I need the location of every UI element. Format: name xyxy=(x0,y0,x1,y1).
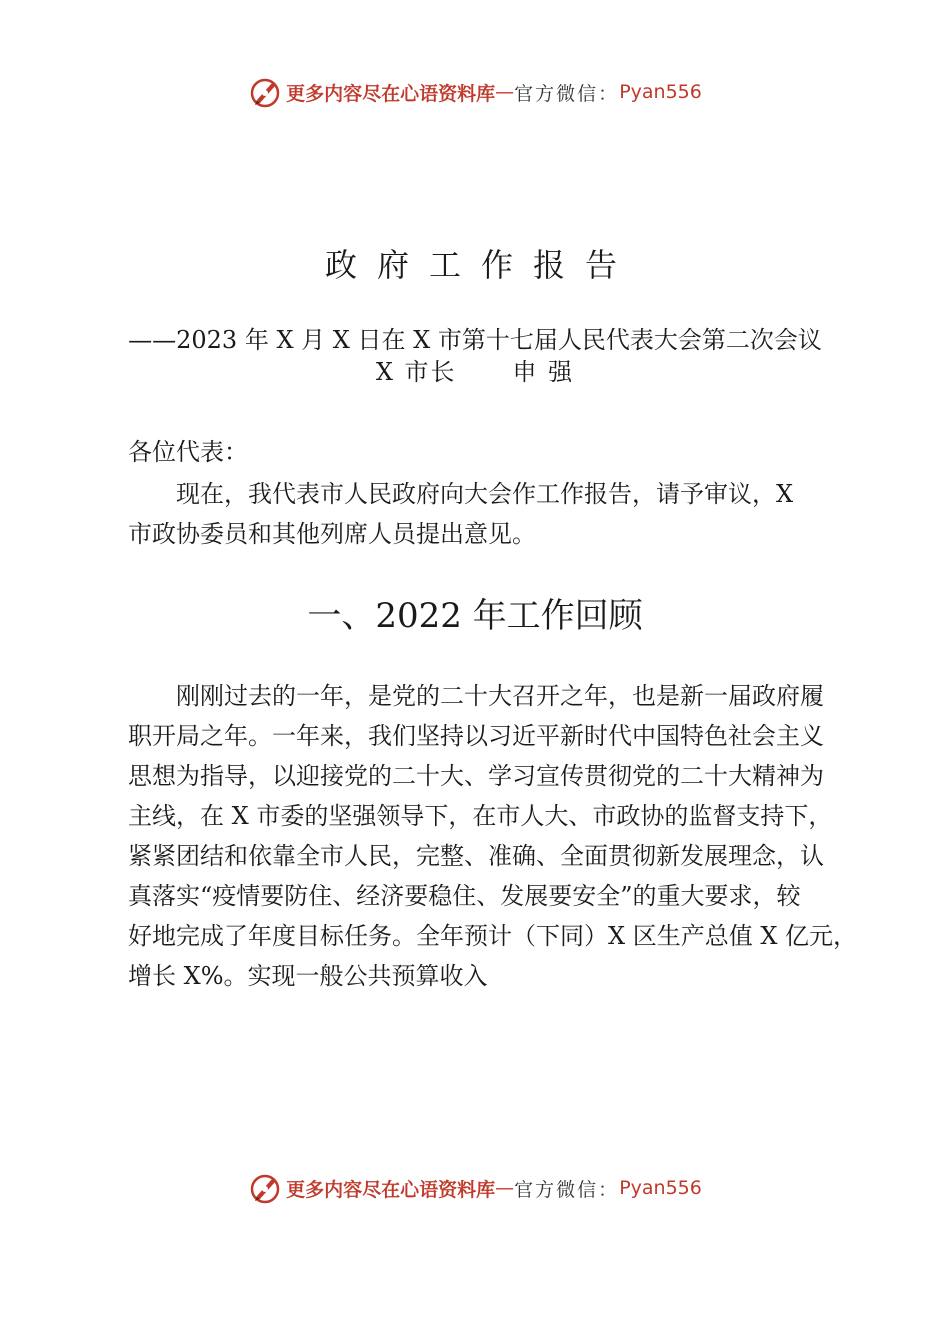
section-heading: 一、2022 年工作回顾 xyxy=(307,596,643,636)
body-line: 刚刚过去的一年，是党的二十大召开之年，也是新一届政府履 xyxy=(176,682,824,710)
footer-banner xyxy=(0,1168,950,1208)
banner-wechat-label: 官方微信： xyxy=(514,82,620,105)
body-line: 思想为指导，以迎接党的二十大、学习宣传贯彻党的二十大精神为 xyxy=(128,762,824,790)
pen-circle-logo-icon xyxy=(248,75,282,109)
banner-main-text: 更多内容尽在心语资料库 xyxy=(286,1178,496,1201)
body-line: 紧紧团结和依靠全市人民，完整、准确、全面贯彻新发展理念，认 xyxy=(128,842,824,870)
report-subtitle xyxy=(0,324,950,388)
banner-main-text: 更多内容尽在心语资料库 xyxy=(286,82,496,105)
speaker-name: 申 强 xyxy=(512,358,575,386)
body-line: 真落实“疫情要防住、经济要稳住、发展要安全”的重大要求，较 xyxy=(128,882,801,910)
banner-wechat-id: Pyan556 xyxy=(619,1177,702,1199)
greeting: 各位代表： xyxy=(128,438,248,466)
header-banner xyxy=(0,72,950,112)
banner-wechat-id: Pyan556 xyxy=(619,81,702,103)
body-line: 好地完成了年度目标任务。全年预计（下同）X 区生产总值 X 亿元， xyxy=(128,922,858,950)
banner-wechat-label: 官方微信： xyxy=(514,1178,620,1201)
subtitle-meeting-line: ——2023 年 X 月 X 日在 X 市第十七届人民代表大会第二次会议 xyxy=(128,326,822,354)
body-line: 职开局之年。一年来，我们坚持以习近平新时代中国特色社会主义 xyxy=(128,722,824,750)
section-body-paragraph xyxy=(128,676,858,996)
intro-line: 现在，我代表市人民政府向大会作工作报告，请予审议，X xyxy=(176,480,794,508)
report-title: 政府工作报告 xyxy=(324,246,637,284)
speaker-role: X 市长 xyxy=(375,358,457,386)
intro-line: 市政协委员和其他列席人员提出意见。 xyxy=(128,520,536,548)
body-line: 增长 X%。实现一般公共预算收入 xyxy=(128,962,488,990)
intro-paragraph xyxy=(128,474,858,554)
pen-circle-logo-icon xyxy=(248,1171,282,1205)
banner-dash: — xyxy=(495,81,515,103)
body-line: 主线，在 X 市委的坚强领导下，在市人大、市政协的监督支持下， xyxy=(128,802,833,830)
subtitle-speaker-line xyxy=(0,356,950,388)
banner-dash: — xyxy=(495,1177,515,1199)
